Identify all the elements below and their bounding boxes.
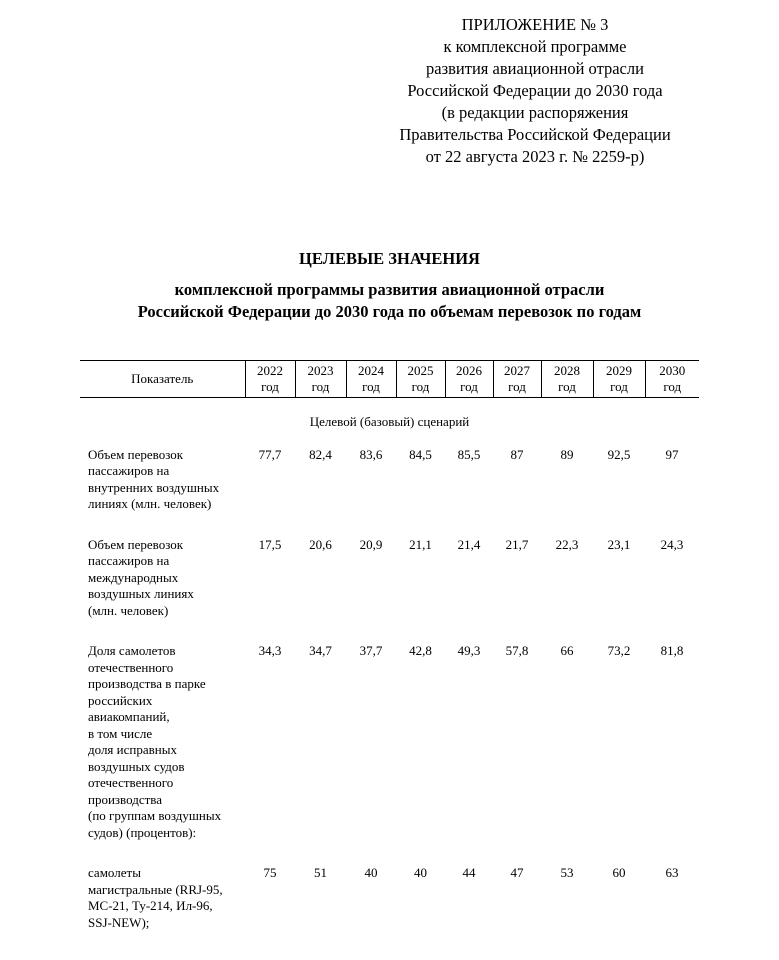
value-cell: 51	[314, 865, 327, 880]
appendix-header	[370, 14, 700, 168]
row-spacer	[80, 619, 699, 643]
year-header: 2024 год	[346, 361, 396, 398]
year-header: 2027 год	[493, 361, 541, 398]
target-values-table	[80, 360, 699, 931]
value-cell: 34,7	[309, 643, 332, 658]
table-row	[80, 643, 699, 841]
appendix-line: от 22 августа 2023 г. № 2259-р)	[425, 147, 645, 166]
value-cell: 21,7	[505, 536, 529, 552]
value-cell: 49,3	[457, 643, 481, 658]
value-cell: 75	[263, 865, 277, 880]
value-cell: 89	[560, 446, 574, 462]
value-cell: 42,8	[409, 643, 432, 658]
value-cell: 23,1	[607, 536, 631, 552]
value-cell: 82,4	[309, 446, 332, 462]
indicator-label: Объем перевозок пассажиров на внутренних воздушных линиях (млн. человек)	[88, 446, 220, 511]
year-header: 2023 год	[295, 361, 346, 398]
value-cell: 57,8	[505, 643, 529, 658]
subtitle-line: Российской Федерации до 2030 года по объемам перевозок по годам	[137, 302, 642, 321]
value-cell: 85,5	[457, 446, 481, 462]
year-header: 2029 год	[593, 361, 645, 398]
value-cell: 24,3	[660, 536, 684, 552]
appendix-line: ПРИЛОЖЕНИЕ № 3	[461, 15, 609, 34]
year-header: 2030 год	[645, 361, 699, 398]
value-cell: 44	[462, 865, 476, 880]
appendix-line: к комплексной программе	[443, 37, 627, 56]
table-row	[80, 447, 699, 513]
value-cell: 22,3	[555, 536, 579, 552]
table-row	[80, 865, 699, 931]
table-header-row	[80, 361, 699, 398]
year-header: 2022 год	[245, 361, 295, 398]
scenario-row	[80, 398, 699, 447]
value-cell: 63	[665, 865, 679, 880]
appendix-line: Российской Федерации до 2030 года	[407, 81, 663, 100]
value-cell: 92,5	[607, 446, 631, 462]
value-cell: 97	[665, 446, 679, 462]
appendix-line: Правительства Российской Федерации	[399, 125, 671, 144]
indicator-column-header: Показатель	[80, 361, 245, 398]
appendix-line: (в редакции распоряжения	[441, 103, 629, 122]
value-cell: 21,1	[409, 536, 432, 552]
indicator-label: Доля самолетов отечественного производства в парке российских авиакомпаний, в том числе доля исправных воздушных судов отечественного производства (по группам воздушных судов) (процентов):	[88, 643, 222, 840]
indicator-label: Объем перевозок пассажиров на международных воздушных линиях (млн. человек)	[88, 536, 194, 618]
value-cell: 81,8	[660, 643, 684, 658]
value-cell: 83,6	[359, 446, 383, 462]
value-cell: 21,4	[457, 536, 481, 552]
year-header: 2028 год	[541, 361, 593, 398]
value-cell: 60	[612, 865, 626, 880]
value-cell: 17,5	[258, 536, 282, 552]
value-cell: 66	[560, 643, 574, 658]
value-cell: 84,5	[409, 446, 432, 462]
document-title: ЦЕЛЕВЫЕ ЗНАЧЕНИЯ	[299, 249, 480, 268]
indicator-label: самолеты магистральные (RRJ-95, МС-21, Ту-214, Ил-96, SSJ-NEW);	[88, 865, 223, 930]
value-cell: 20,6	[309, 536, 332, 552]
year-header: 2025 год	[396, 361, 445, 398]
value-cell: 37,7	[359, 643, 383, 658]
appendix-line: развития авиационной отрасли	[426, 59, 644, 78]
value-cell: 20,9	[359, 536, 383, 552]
row-spacer	[80, 513, 699, 537]
value-cell: 34,3	[258, 643, 282, 658]
value-cell: 40	[414, 865, 427, 880]
subtitle-line: комплексной программы развития авиационной отрасли	[174, 280, 605, 299]
row-spacer	[80, 841, 699, 865]
value-cell: 73,2	[607, 643, 631, 658]
table-row	[80, 537, 699, 620]
value-cell: 40	[364, 865, 378, 880]
document-subtitle	[0, 279, 779, 323]
value-cell: 87	[510, 446, 524, 462]
value-cell: 77,7	[258, 446, 282, 462]
scenario-label: Целевой (базовый) сценарий	[309, 414, 470, 429]
value-cell: 47	[510, 865, 524, 880]
value-cell: 53	[560, 865, 574, 880]
year-header: 2026 год	[445, 361, 493, 398]
